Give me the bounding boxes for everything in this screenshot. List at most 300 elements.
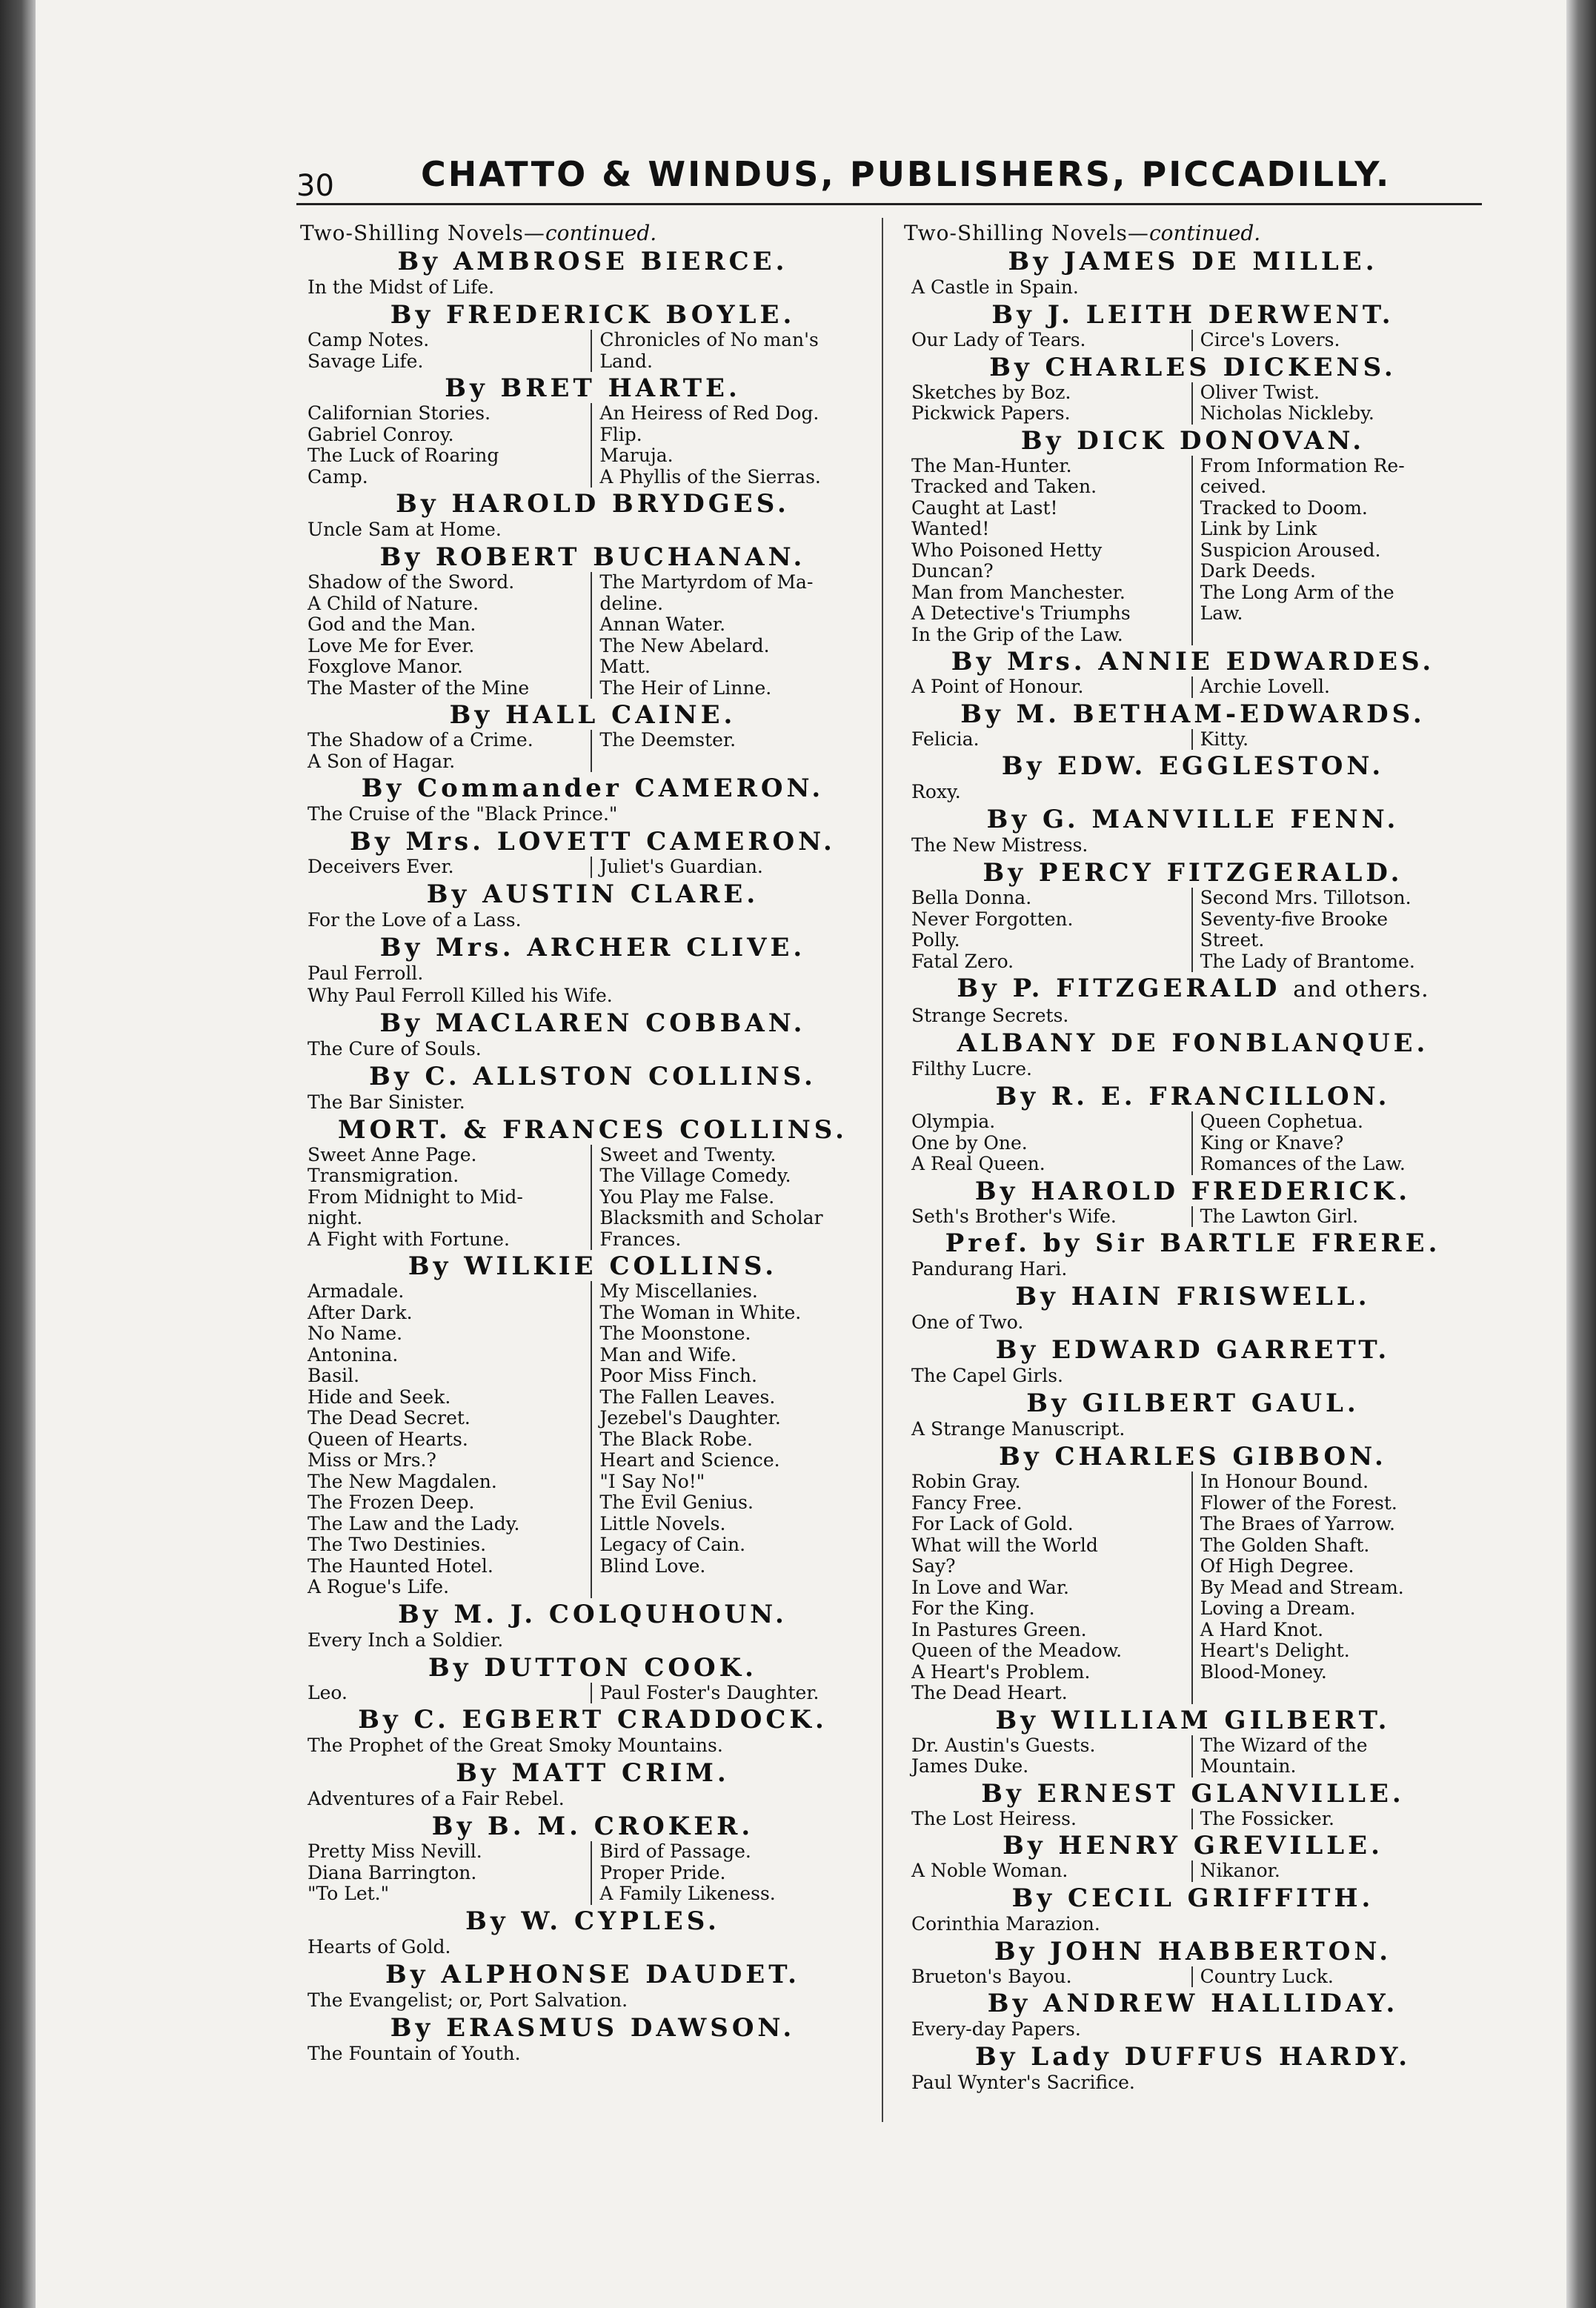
book-title-pair	[911, 888, 1482, 972]
book-list-left	[911, 330, 1191, 351]
book-title: Proper Pride.	[599, 1861, 726, 1883]
book-title: The Luck of Roaring	[307, 445, 499, 466]
author-name: By ERASMUS DAWSON.	[390, 2012, 796, 2043]
book-title: No Name.	[307, 1323, 403, 1344]
book-list-left	[307, 1145, 591, 1251]
book-list-left	[911, 729, 1191, 751]
author-name: By WILLIAM GILBERT.	[995, 1705, 1391, 1735]
author-heading	[904, 426, 1482, 456]
author-name: By Mrs. LOVETT CAMERON.	[350, 827, 836, 857]
book-title: You Play me False.	[599, 1185, 775, 1208]
book-title: The Lawton Girl.	[1200, 1205, 1359, 1227]
book-title: deline.	[599, 592, 664, 614]
book-title: The Moonstone.	[599, 1323, 751, 1344]
author-name: By CHARLES GIBBON.	[999, 1442, 1387, 1471]
author-heading	[904, 300, 1482, 330]
book-list-right	[591, 1683, 885, 1704]
book-title: night.	[307, 1207, 363, 1228]
author-heading	[300, 542, 885, 572]
author-name: By Lady DUFFUS HARDY.	[974, 2042, 1412, 2072]
author-heading	[904, 1228, 1482, 1258]
author-heading	[300, 700, 885, 730]
book-list-left	[911, 382, 1191, 425]
book-title: Frances.	[599, 1228, 682, 1250]
book-title: A Strange Manuscript.	[911, 1418, 1125, 1440]
book-title: Paul Ferroll.	[307, 962, 424, 984]
book-title: "I Say No!"	[599, 1470, 705, 1492]
author-name: By ERNEST GLANVILLE.	[981, 1778, 1405, 1809]
book-title: Queen of the Meadow.	[911, 1640, 1123, 1661]
book-title-pair	[911, 1860, 1482, 1882]
book-title: The Wizard of the	[1200, 1734, 1368, 1756]
book-title: One of Two.	[911, 1311, 1024, 1333]
book-title: The Fallen Leaves.	[599, 1386, 776, 1408]
book-list-right	[591, 1281, 885, 1598]
author-name: By HAROLD FREDERICK.	[974, 1176, 1412, 1206]
book-title: Matt.	[599, 656, 651, 677]
book-title: Link by Link	[1200, 518, 1317, 539]
book-title: In Honour Bound.	[1200, 1471, 1369, 1492]
book-title: Never Forgotten.	[911, 908, 1074, 930]
book-title: Suspicion Aroused.	[1200, 539, 1381, 561]
book-title: Gabriel Conroy.	[307, 423, 454, 445]
book-title: From Information Re-	[1200, 454, 1405, 476]
author-name: By FREDERICK BOYLE.	[390, 300, 796, 330]
book-title: Robin Gray.	[911, 1471, 1021, 1492]
book-title: The Lost Heiress.	[911, 1807, 1077, 1829]
left-column	[300, 218, 885, 2065]
book-title: Blood-Money.	[1200, 1660, 1327, 1683]
author-heading	[300, 2013, 885, 2043]
book-title: Legacy of Cain.	[599, 1534, 746, 1555]
book-title: Wanted!	[911, 518, 990, 539]
author-name: By HENRY GREVILLE.	[1003, 1831, 1383, 1860]
book-title: The New Abelard.	[599, 634, 770, 656]
book-title: Kitty.	[1200, 728, 1249, 750]
book-title: Queen of Hearts.	[307, 1428, 468, 1450]
author-heading	[300, 827, 885, 857]
book-title: Filthy Lucre.	[911, 1058, 1032, 1080]
book-title: Circe's Lovers.	[1200, 329, 1340, 350]
book-title: Of High Degree.	[1200, 1555, 1354, 1577]
book-list-left	[307, 403, 591, 488]
author-heading	[904, 1335, 1482, 1365]
author-name: By BRET HARTE.	[445, 373, 741, 403]
book-title: Shadow of the Sword.	[307, 571, 515, 593]
book-title: One by One.	[911, 1131, 1028, 1154]
author-heading	[904, 1779, 1482, 1809]
author-heading	[904, 1989, 1482, 2018]
book-title: Flower of the Forest.	[1200, 1491, 1397, 1514]
author-name: By PERCY FITZGERALD.	[982, 858, 1403, 888]
book-list-right	[1191, 888, 1482, 972]
book-title: The Martyrdom of Ma-	[599, 571, 814, 593]
book-title: James Duke.	[911, 1755, 1029, 1777]
author-heading	[904, 1937, 1482, 1966]
book-title: Deceivers Ever.	[307, 856, 454, 877]
book-title: Paul Wynter's Sacrifice.	[911, 2072, 1135, 2093]
book-title: The Cure of Souls.	[307, 1037, 482, 1060]
book-title: ceived.	[1200, 476, 1267, 497]
book-title: Mountain.	[1200, 1755, 1297, 1777]
book-title: Heart and Science.	[599, 1449, 780, 1471]
book-title: After Dark.	[307, 1301, 413, 1323]
book-title: Seventy-five Brooke	[1200, 908, 1389, 930]
author-name: By HAIN FRISWELL.	[1015, 1282, 1371, 1311]
book-title: The Dead Heart.	[911, 1682, 1068, 1703]
book-title: The Two Destinies.	[307, 1534, 487, 1555]
book-title: Every Inch a Soldier.	[307, 1629, 504, 1651]
book-title: Diana Barrington.	[307, 1861, 477, 1883]
book-title: Man and Wife.	[599, 1343, 737, 1366]
author-name: By ANDREW HALLIDAY.	[987, 1989, 1399, 2018]
book-title: Uncle Sam at Home.	[307, 519, 502, 540]
author-name: By EDWARD GARRETT.	[995, 1335, 1391, 1365]
author-name: By M. J. COLQUHOUN.	[398, 1599, 788, 1629]
book-list-right	[1191, 1809, 1482, 1830]
book-list-right	[1191, 456, 1482, 646]
author-heading	[904, 1831, 1482, 1860]
author-heading	[904, 1389, 1482, 1418]
author-heading	[904, 1082, 1482, 1111]
author-heading	[300, 1705, 885, 1735]
book-title: Pandurang Hari.	[911, 1258, 1068, 1280]
book-title-pair	[911, 1966, 1482, 1988]
author-name: By HAROLD BRYDGES.	[396, 489, 790, 519]
book-list-right	[591, 730, 885, 772]
author-name: By B. M. CROKER.	[431, 1812, 754, 1841]
book-title: A Hard Knot.	[1200, 1618, 1324, 1640]
book-title: For Lack of Gold.	[911, 1513, 1074, 1534]
book-title: "To Let."	[307, 1883, 390, 1904]
book-title: For the Love of a Lass.	[307, 908, 522, 931]
book-title-pair	[307, 403, 885, 488]
book-title-pair	[307, 1683, 885, 1704]
book-list-left	[911, 1206, 1191, 1228]
author-heading	[300, 300, 885, 330]
book-title: Tracked and Taken.	[911, 476, 1097, 497]
author-name: By ROBERT BUCHANAN.	[379, 542, 806, 572]
author-heading	[300, 489, 885, 519]
book-title-pair	[307, 1145, 885, 1251]
book-title: Transmigration.	[307, 1165, 459, 1186]
book-title: Nicholas Nickleby.	[1200, 402, 1374, 424]
book-title: The New Mistress.	[911, 834, 1088, 856]
author-heading	[904, 1028, 1482, 1058]
author-name: By P. FITZGERALD	[957, 974, 1281, 1003]
author-name: By J. LEITH DERWENT.	[991, 300, 1394, 330]
book-title: Law.	[1200, 602, 1243, 624]
book-title: What will the World	[911, 1534, 1098, 1556]
book-title: The Cruise of the "Black Prince."	[307, 803, 618, 825]
author-name: By GILBERT GAUL.	[1026, 1389, 1360, 1418]
book-title: Jezebel's Daughter.	[599, 1407, 781, 1429]
book-title: Every-day Papers.	[911, 2018, 1081, 2040]
book-list-left	[307, 1841, 591, 1905]
author-heading	[300, 774, 885, 803]
author-heading	[300, 1653, 885, 1683]
book-title-pair	[307, 730, 885, 772]
catalogue-page	[296, 132, 1482, 2093]
book-title-pair	[911, 1471, 1482, 1704]
book-list-right	[1191, 1966, 1482, 1988]
author-name: By AMBROSE BIERCE.	[397, 247, 788, 276]
book-title: The Heir of Linne.	[599, 676, 772, 699]
book-title: King or Knave?	[1200, 1131, 1344, 1154]
book-title: A Point of Honour.	[911, 676, 1084, 697]
book-title: Savage Life.	[307, 350, 424, 372]
book-title: The Lady of Brantome.	[1200, 950, 1415, 972]
book-title: The New Magdalen.	[307, 1470, 497, 1492]
author-heading	[300, 1008, 885, 1038]
book-title: Little Novels.	[599, 1512, 726, 1534]
author-name: By MACLAREN COBBAN.	[379, 1008, 806, 1038]
book-title: By Mead and Stream.	[1200, 1576, 1404, 1598]
book-title: In Love and War.	[911, 1576, 1069, 1598]
book-title: Who Poisoned Hetty	[911, 539, 1103, 561]
author-heading	[300, 1600, 885, 1629]
author-heading	[300, 879, 885, 909]
book-title: Queen Cophetua.	[1200, 1111, 1363, 1132]
book-title-pair	[911, 330, 1482, 351]
author-heading	[904, 647, 1482, 676]
book-title: Miss or Mrs.?	[307, 1449, 436, 1471]
author-extra-note: and others.	[1293, 977, 1429, 1002]
book-title: Fatal Zero.	[911, 950, 1014, 972]
author-name: By EDW. EGGLESTON.	[1001, 751, 1385, 781]
book-title: Hearts of Gold.	[307, 1935, 451, 1958]
author-heading	[300, 1960, 885, 1989]
book-title-pair	[911, 1111, 1482, 1175]
book-title: The Bar Sinister.	[307, 1091, 465, 1113]
author-heading	[300, 247, 885, 276]
book-title: Duncan?	[911, 560, 994, 582]
book-list-left	[911, 676, 1191, 698]
author-heading	[300, 933, 885, 962]
author-name: By CECIL GRIFFITH.	[1011, 1883, 1374, 1913]
book-title: A Real Queen.	[911, 1153, 1045, 1174]
book-title: The Fountain of Youth.	[307, 2042, 521, 2064]
book-title: A Detective's Triumphs	[911, 602, 1131, 624]
book-title: Loving a Dream.	[1200, 1597, 1356, 1619]
author-name: By AUSTIN CLARE.	[426, 879, 759, 909]
book-list-right	[591, 1841, 885, 1905]
author-heading	[300, 1906, 885, 1936]
book-title: The Evil Genius.	[599, 1491, 754, 1513]
book-title: Man from Manchester.	[911, 581, 1125, 603]
book-title-pair	[911, 1735, 1482, 1777]
book-title: For the King.	[911, 1597, 1035, 1619]
book-list-right	[591, 330, 885, 372]
book-title: Blind Love.	[599, 1554, 706, 1577]
author-heading	[300, 1758, 885, 1788]
book-list-left	[307, 730, 591, 772]
author-name: By M. BETHAM-EDWARDS.	[960, 699, 1426, 729]
book-title: Heart's Delight.	[1200, 1640, 1350, 1661]
book-binding-left-edge	[0, 0, 36, 2308]
book-title: Antonina.	[307, 1343, 399, 1366]
book-title: Our Lady of Tears.	[911, 329, 1086, 350]
book-list-right	[591, 1145, 885, 1251]
book-title: Nikanor.	[1200, 1860, 1280, 1881]
book-title: Strange Secrets.	[911, 1005, 1069, 1026]
author-name: By W. CYPLES.	[465, 1906, 720, 1936]
book-title: The Village Comedy.	[599, 1165, 791, 1186]
author-name: By Mrs. ARCHER CLIVE.	[379, 932, 806, 962]
author-heading	[904, 751, 1482, 781]
book-title: A Rogue's Life.	[307, 1576, 450, 1597]
book-title: The Frozen Deep.	[307, 1491, 475, 1513]
author-name: ALBANY DE FONBLANQUE.	[957, 1028, 1429, 1058]
book-list-right	[1191, 729, 1482, 751]
book-title: A Phyllis of the Sierras.	[599, 465, 821, 488]
author-heading	[300, 1812, 885, 1841]
author-heading	[904, 1177, 1482, 1206]
book-list-left	[307, 330, 591, 372]
book-title: From Midnight to Mid-	[307, 1185, 523, 1208]
author-heading	[904, 805, 1482, 834]
author-name: By JAMES DE MILLE.	[1008, 247, 1378, 276]
book-title: Brueton's Bayou.	[911, 1965, 1072, 1987]
author-heading	[904, 699, 1482, 729]
book-title: The Long Arm of the	[1200, 581, 1394, 603]
book-title: The Evangelist; or, Port Salvation.	[307, 1989, 628, 2011]
author-name: By C. EGBERT CRADDOCK.	[358, 1705, 828, 1735]
book-list-left	[307, 1683, 591, 1704]
book-title: Felicia.	[911, 728, 980, 750]
book-list-right	[1191, 1735, 1482, 1777]
book-list-right	[1191, 1206, 1482, 1228]
book-list-right	[1191, 1860, 1482, 1882]
book-title: Sweet and Twenty.	[599, 1143, 777, 1165]
right-column	[904, 218, 1482, 2094]
author-name: By G. MANVILLE FENN.	[986, 805, 1400, 834]
author-heading	[300, 373, 885, 403]
book-title-pair	[307, 330, 885, 372]
author-heading	[904, 247, 1482, 276]
author-heading	[300, 1251, 885, 1281]
book-list-right	[591, 403, 885, 488]
book-title: A Family Likeness.	[599, 1883, 776, 1904]
author-heading	[904, 353, 1482, 382]
author-heading	[904, 974, 1482, 1005]
book-title: Maruja.	[599, 445, 674, 466]
book-title: A Son of Hagar.	[307, 750, 456, 772]
author-name: MORT. & FRANCES COLLINS.	[338, 1114, 848, 1145]
book-title-pair	[307, 857, 885, 878]
book-title: Chronicles of No man's	[599, 329, 819, 350]
section-heading-right: Two-Shilling Novels—continued.	[904, 221, 1261, 245]
book-title: Bird of Passage.	[599, 1840, 751, 1862]
section-heading-left: Two-Shilling Novels—continued.	[300, 221, 657, 245]
book-title: Leo.	[307, 1681, 348, 1703]
book-list-left	[911, 1471, 1191, 1704]
book-title: A Heart's Problem.	[911, 1660, 1091, 1683]
book-title: Juliet's Guardian.	[599, 856, 763, 877]
book-title: The Law and the Lady.	[307, 1512, 520, 1534]
book-list-right	[1191, 1111, 1482, 1175]
book-title: The Black Robe.	[599, 1428, 753, 1450]
book-title: Foxglove Manor.	[307, 656, 463, 677]
book-title: A Child of Nature.	[307, 592, 479, 614]
author-name: By Commander CAMERON.	[361, 774, 825, 803]
book-title: Camp.	[307, 465, 368, 488]
book-title: Tracked to Doom.	[1200, 496, 1368, 519]
book-title: Archie Lovell.	[1200, 676, 1330, 697]
book-title: Dr. Austin's Guests.	[911, 1734, 1096, 1756]
book-title: Fancy Free.	[911, 1491, 1023, 1514]
book-title: Pickwick Papers.	[911, 402, 1071, 424]
book-title: Seth's Brother's Wife.	[911, 1205, 1117, 1227]
book-title: The Dead Secret.	[307, 1407, 471, 1429]
book-title: A Castle in Spain.	[911, 276, 1079, 298]
book-title: A Fight with Fortune.	[307, 1228, 510, 1250]
author-heading	[904, 1442, 1482, 1471]
book-title: Olympia.	[911, 1111, 996, 1132]
book-list-right	[1191, 330, 1482, 351]
book-title: In the Midst of Life.	[307, 276, 495, 298]
book-title: The Fossicker.	[1200, 1807, 1334, 1829]
book-list-right	[1191, 1471, 1482, 1704]
book-title: Love Me for Ever.	[307, 634, 475, 656]
book-list-left	[307, 1281, 591, 1598]
book-title: Armadale.	[307, 1280, 405, 1302]
book-list-right	[1191, 382, 1482, 425]
book-title: Dark Deeds.	[1200, 560, 1317, 582]
page-header	[296, 132, 1482, 205]
book-title-pair	[911, 456, 1482, 646]
book-title: The Braes of Yarrow.	[1200, 1513, 1395, 1534]
book-title: My Miscellanies.	[599, 1280, 758, 1302]
book-title-pair	[911, 382, 1482, 425]
author-name: By MATT CRIM.	[456, 1758, 730, 1788]
book-title: The Woman in White.	[599, 1301, 802, 1323]
author-name: By JOHN HABBERTON.	[994, 1936, 1392, 1966]
book-title-pair	[911, 729, 1482, 751]
book-title: Adventures of a Fair Rebel.	[307, 1788, 565, 1809]
book-title: The Prophet of the Great Smoky Mountains.	[307, 1735, 723, 1756]
book-list-right	[1191, 676, 1482, 698]
book-list-left	[911, 1735, 1191, 1777]
book-title: Blacksmith and Scholar	[599, 1207, 823, 1228]
book-title: Basil.	[307, 1365, 360, 1386]
book-list-left	[911, 456, 1191, 646]
book-list-left	[911, 1111, 1191, 1175]
book-title: Caught at Last!	[911, 496, 1058, 519]
book-title-pair	[307, 572, 885, 699]
book-title-pair	[307, 1841, 885, 1905]
author-heading	[904, 2042, 1482, 2072]
book-title: Second Mrs. Tillotson.	[1200, 887, 1412, 908]
page-number: 30	[296, 169, 334, 203]
book-list-left	[911, 1966, 1191, 1988]
book-title-pair	[911, 1206, 1482, 1228]
publisher-running-title: CHATTO & WINDUS, PUBLISHERS, PICCADILLY.	[421, 154, 1391, 194]
book-title: A Noble Woman.	[911, 1860, 1068, 1881]
author-name: By Mrs. ANNIE EDWARDES.	[951, 647, 1435, 676]
author-name: By CHARLES DICKENS.	[989, 352, 1397, 382]
author-heading	[904, 858, 1482, 888]
book-title: The Golden Shaft.	[1200, 1534, 1370, 1556]
author-name: By WILKIE COLLINS.	[408, 1251, 778, 1281]
book-title: Oliver Twist.	[1200, 381, 1320, 403]
author-name: By C. ALLSTON COLLINS.	[369, 1061, 817, 1091]
author-name: By R. E. FRANCILLON.	[995, 1082, 1391, 1111]
book-title: Californian Stories.	[307, 402, 491, 424]
book-title: Why Paul Ferroll Killed his Wife.	[307, 984, 613, 1006]
book-title: Poor Miss Finch.	[599, 1365, 757, 1386]
book-title: Camp Notes.	[307, 329, 430, 350]
